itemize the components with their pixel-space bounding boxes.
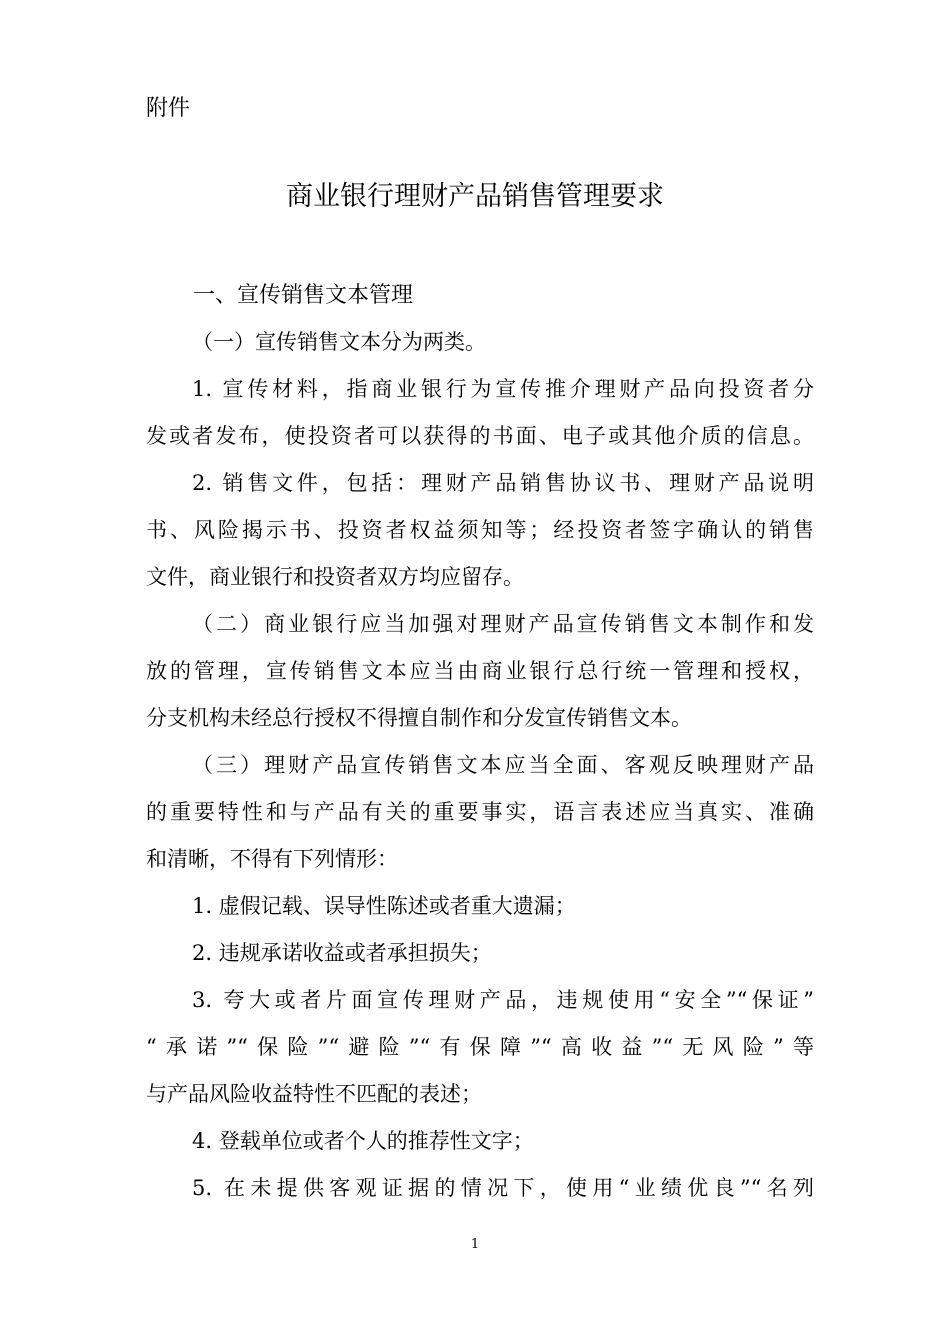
- list-item: 1. 虚假记载、误导性陈述或者重大遗漏；: [192, 894, 576, 918]
- paragraph-line: 与产品风险收益特性不匹配的表述；: [146, 1082, 482, 1106]
- paragraph-line: 的重要特性和与产品有关的重要事实，语言表述应当真实、准确: [146, 800, 814, 824]
- section-heading: 一、宣传销售文本管理: [193, 283, 414, 308]
- paragraph-line: （三）理财产品宣传销售文本应当全面、客观反映理财产品: [192, 753, 814, 777]
- page-number: 1: [470, 1237, 480, 1252]
- paragraph-line: （一）宣传销售文本分为两类。: [192, 330, 486, 354]
- paragraph-line: 发或者发布，使投资者可以获得的书面、电子或其他介质的信息。: [146, 424, 814, 448]
- paragraph-line: 和清晰，不得有下列情形：: [146, 847, 398, 871]
- paragraph-line: “承诺”“保险”“避险”“有保障”“高收益”“无风险”等: [146, 1035, 814, 1059]
- paragraph-line: 文件，商业银行和投资者双方均应留存。: [146, 565, 524, 589]
- list-item: 3. 夸大或者片面宣传理财产品，违规使用“安全”“保证”: [192, 988, 814, 1012]
- list-item: 5. 在未提供客观证据的情况下，使用“业绩优良”“名列: [192, 1176, 814, 1200]
- paragraph-line: 2. 销售文件，包括：理财产品销售协议书、理财产品说明: [192, 471, 814, 495]
- paragraph-line: （二）商业银行应当加强对理财产品宣传销售文本制作和发: [192, 612, 814, 636]
- document-title: 商业银行理财产品销售管理要求: [286, 181, 664, 212]
- paragraph-line: 1. 宣传材料，指商业银行为宣传推介理财产品向投资者分: [192, 377, 814, 401]
- list-item: 2. 违规承诺收益或者承担损失；: [192, 941, 492, 965]
- list-item: 4. 登载单位或者个人的推荐性文字；: [192, 1129, 534, 1153]
- paragraph-line: 分支机构未经总行授权不得擅自制作和分发宣传销售文本。: [146, 706, 692, 730]
- paragraph-line: 书、风险揭示书、投资者权益须知等；经投资者签字确认的销售: [146, 518, 814, 542]
- paragraph-line: 放的管理，宣传销售文本应当由商业银行总行统一管理和授权，: [146, 659, 814, 683]
- attachment-label: 附件: [146, 96, 191, 121]
